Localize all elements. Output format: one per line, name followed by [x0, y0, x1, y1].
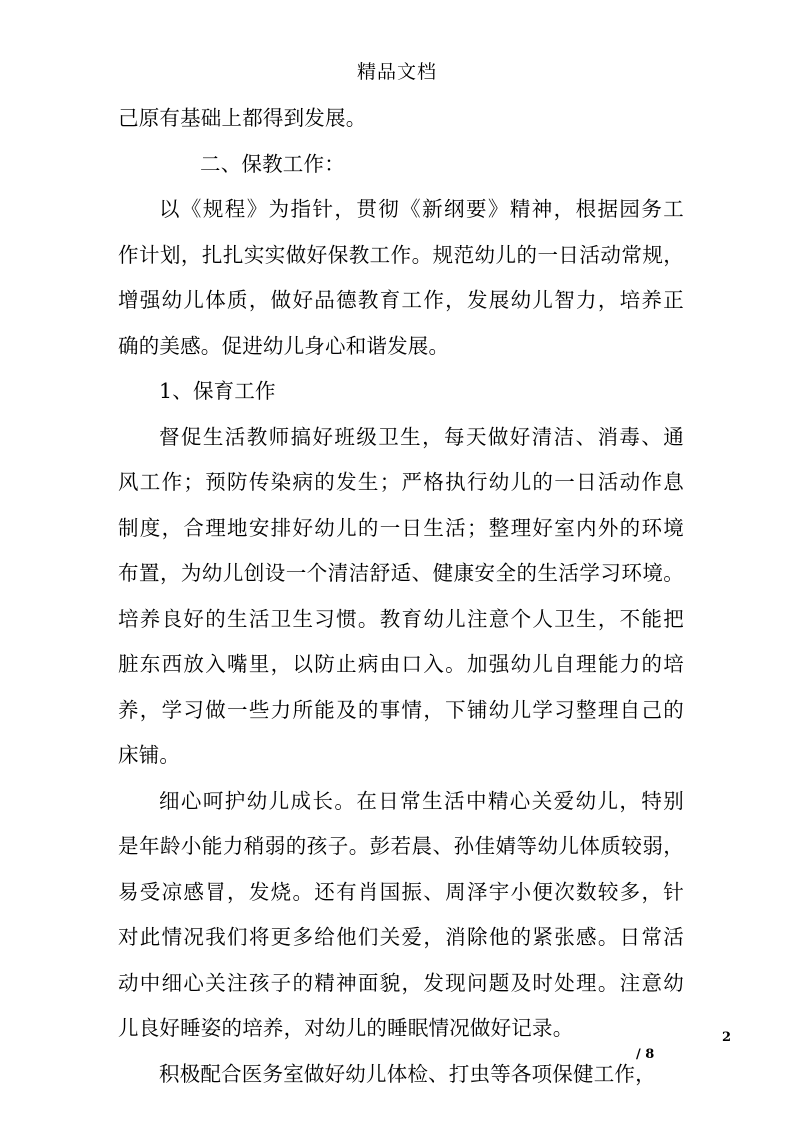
document-body	[118, 96, 684, 1097]
text-line: 作计划，扎扎实实做好保教工作。规范幼儿的一日活动常规，	[118, 242, 684, 267]
text-line: 积极配合医务室做好幼儿体检、打虫等各项保健工作，	[159, 1061, 656, 1086]
text-line: 脏东西放入嘴里，以防止病由口入。加强幼儿自理能力的培	[118, 652, 684, 676]
text-line: 增强幼儿体质，做好品德教育工作，发展幼儿智力，培养正	[118, 288, 684, 312]
text-line: 儿良好睡姿的培养，对幼儿的睡眠情况做好记录。	[118, 1016, 574, 1040]
document-header: 精品文档	[356, 61, 437, 83]
section-heading: 二、保教工作：	[200, 151, 345, 176]
text-line: 易受凉感冒，发烧。还有肖国振、周泽宇小便次数较多，针	[118, 879, 684, 904]
text-line: 确的美感。促进幼儿身心和谐发展。	[118, 333, 450, 358]
text-line: 养，学习做一些力所能及的事情，下铺幼儿学习整理自己的	[118, 697, 684, 722]
text-line: 以《规程》为指针，贯彻《新纲要》精神，根据园务工	[159, 197, 684, 221]
text-line: 督促生活教师搞好班级卫生，每天做好清洁、消毒、通	[159, 424, 684, 449]
text-line: 己原有基础上都得到发展。	[118, 106, 367, 130]
text-line: 床铺。	[118, 743, 181, 767]
text-line: 对此情况我们将更多给他们关爱，消除他的紧张感。日常活	[118, 925, 684, 949]
text-line: 制度，合理地安排好幼儿的一日生活；整理好室内外的环境	[118, 515, 684, 540]
text-line: 是年龄小能力稍弱的孩子。彭若晨、孙佳婧等幼儿体质较弱，	[118, 834, 684, 858]
page-number: 2	[722, 1030, 732, 1045]
text-line: 动中细心关注孩子的精神面貌，发现问题及时处理。注意幼	[118, 970, 684, 995]
text-line: 培养良好的生活卫生习惯。教育幼儿注意个人卫生，不能把	[118, 606, 684, 631]
text-line: 细心呵护幼儿成长。在日常生活中精心关爱幼儿，特别	[159, 788, 684, 813]
text-line: 布置，为幼儿创设一个清洁舒适、健康安全的生活学习环境。	[118, 561, 684, 585]
subsection-heading: 1、保育工作	[159, 379, 276, 403]
text-line: 风工作；预防传染病的发生；严格执行幼儿的一日活动作息	[118, 470, 684, 494]
page-total: / 8	[636, 1047, 655, 1062]
